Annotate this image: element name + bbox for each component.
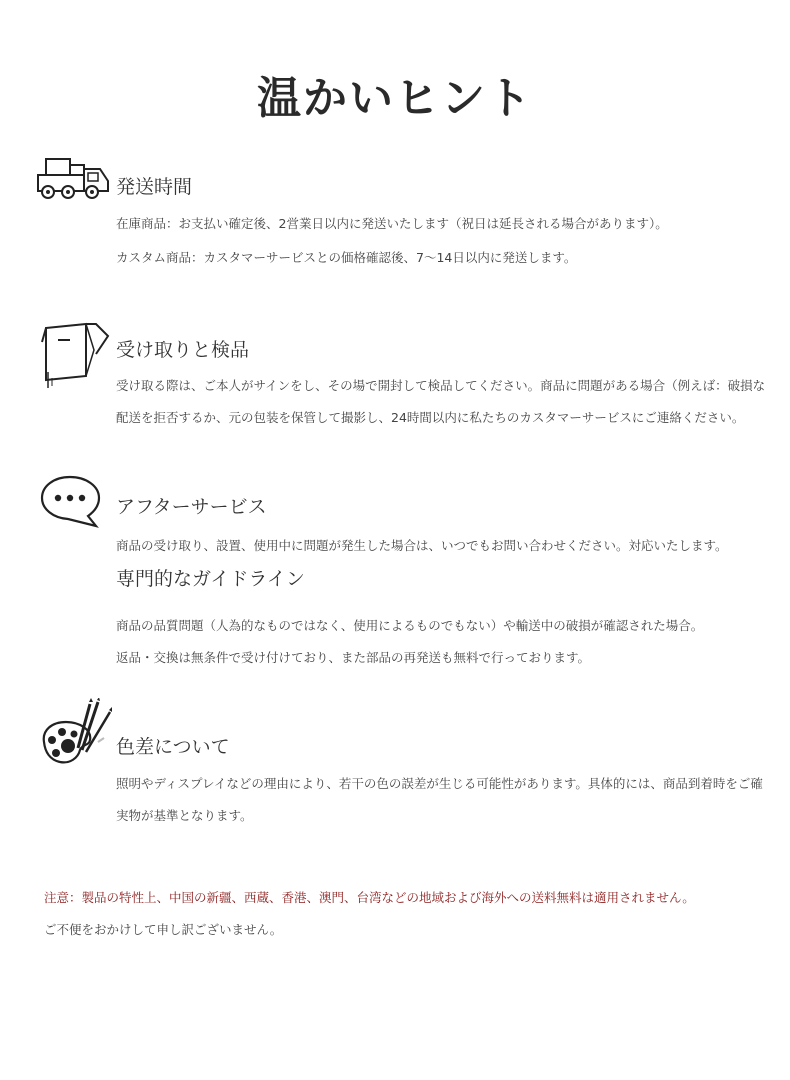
box-icon (40, 320, 112, 390)
section-heading-shipping: 発送時間 (116, 176, 193, 198)
chat-bubble-icon (40, 474, 102, 528)
truck-icon (34, 155, 112, 201)
section-heading-receiving: 受け取りと検品 (116, 339, 250, 361)
section-heading-after-sales: アフターサービス (116, 496, 267, 518)
guidelines-text-line: 返品・交換は無条件で受け付けており、また部品の再発送も無料で行っております。 (116, 650, 591, 665)
shipping-notice-apology: ご不便をおかけして申し訳ございません。 (44, 922, 283, 937)
shipping-text-line: カスタム商品：カスタマーサービスとの価格確認後、7〜14日以内に発送します。 (116, 250, 577, 265)
after-sales-text-line: 商品の受け取り、設置、使用中に問題が発生した場合は、いつでもお問い合わせください。対応いたします。 (116, 538, 728, 553)
receiving-text-line: 受け取る際は、ご本人がサインをし、その場で開封して検品してください。商品に問題がある場合（例えば：破損な (116, 378, 766, 393)
receiving-text-line: 配送を拒否するか、元の包装を保管して撮影し、24時間以内に私たちのカスタマーサービスにご連絡ください。 (116, 410, 745, 425)
color-difference-text-line: 照明やディスプレイなどの理由により、若干の色の誤差が生じる可能性があります。具体的には、商品到着時をご確 (116, 776, 763, 791)
section-subheading-guidelines: 専門的なガイドライン (116, 568, 305, 590)
shipping-text-line: 在庫商品：お支払い確定後、2営業日以内に発送いたします（祝日は延長される場合があります）。 (116, 216, 668, 231)
shipping-notice-warning: 注意：製品の特性上、中国の新疆、西蔵、香港、澳門、台湾などの地域および海外への送料無料は適用されません。 (44, 890, 695, 905)
page-title: 温かいヒント (257, 73, 533, 124)
paint-palette-icon (40, 698, 116, 768)
color-difference-text-line: 実物が基準となります。 (116, 808, 253, 823)
guidelines-text-line: 商品の品質問題（人為的なものではなく、使用によるものでもない）や輸送中の破損が確認された場合。 (116, 618, 704, 633)
section-heading-color-difference: 色差について (116, 736, 230, 758)
